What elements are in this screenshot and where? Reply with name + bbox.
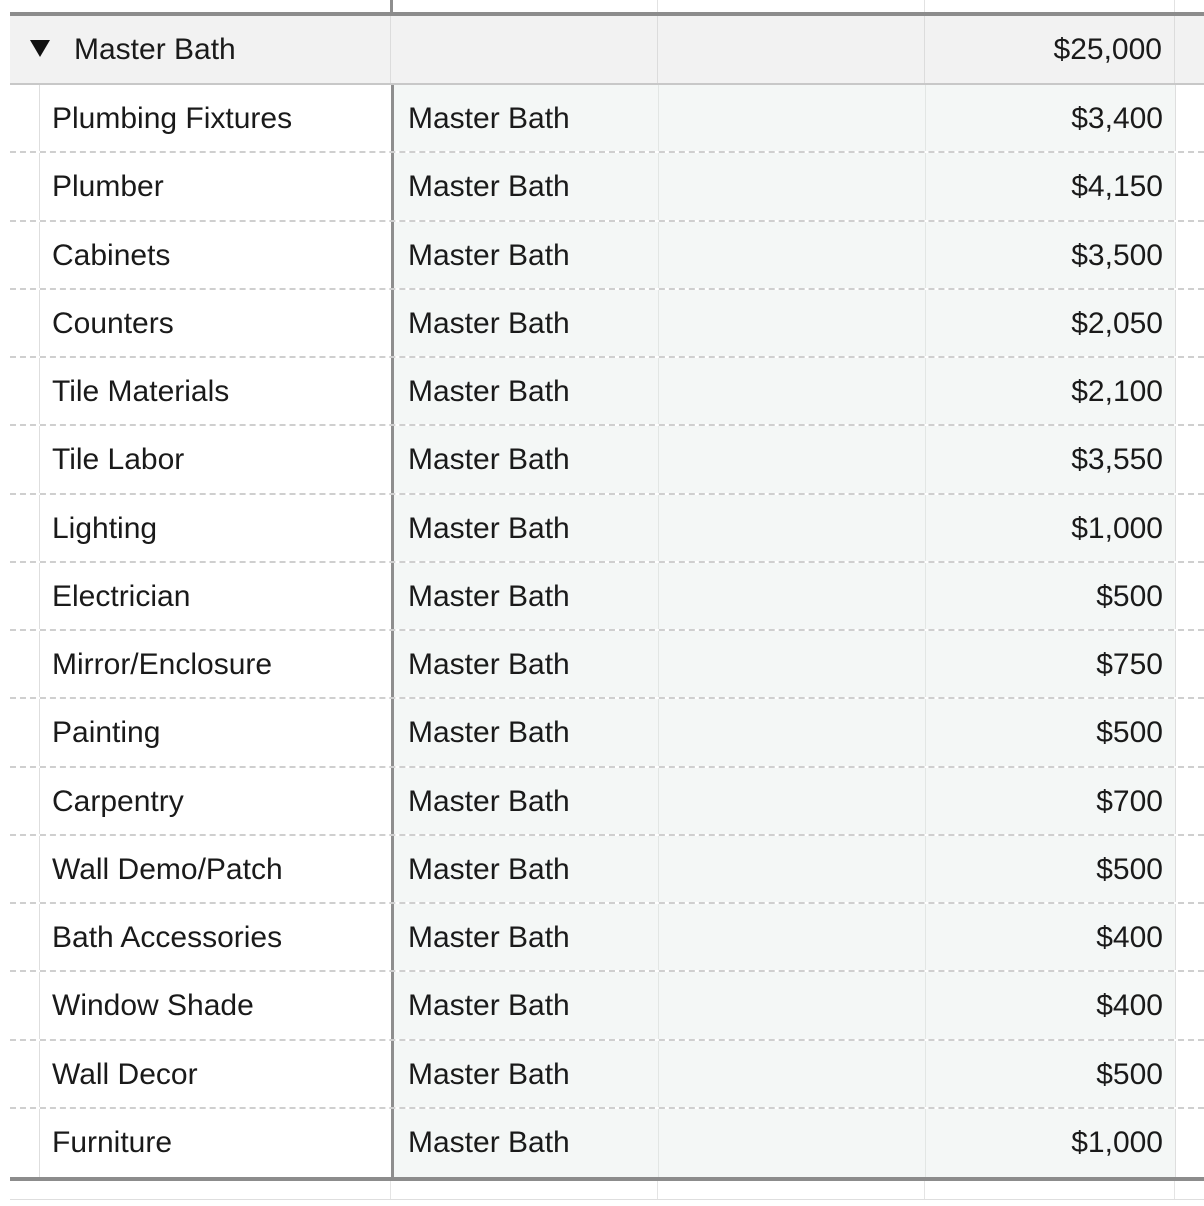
item-name-cell[interactable] (40, 1109, 391, 1177)
empty-cell[interactable] (658, 836, 925, 902)
area-cell[interactable] (391, 836, 658, 902)
empty-cell[interactable] (658, 495, 925, 561)
item-name-cell-text: Tile Materials (52, 375, 230, 408)
extra-cell[interactable] (1175, 563, 1204, 629)
cost-cell[interactable] (925, 426, 1175, 492)
previous-row-edge (10, 0, 1204, 16)
extra-cell[interactable] (1175, 1041, 1204, 1107)
cost-cell[interactable] (925, 904, 1175, 970)
cost-cell[interactable] (925, 836, 1175, 902)
cost-cell[interactable] (925, 972, 1175, 1038)
cost-cell[interactable] (925, 495, 1175, 561)
area-cell[interactable] (391, 768, 658, 834)
table-row[interactable] (10, 85, 1204, 153)
item-name-cell[interactable] (40, 426, 391, 492)
item-name-cell-text: Plumber (52, 170, 164, 204)
table-row[interactable] (10, 1041, 1204, 1109)
empty-cell[interactable] (658, 222, 925, 288)
item-name-cell-text: Tile Labor (52, 443, 185, 477)
cost-cell[interactable] (925, 358, 1175, 424)
cost-cell-text: $750 (1096, 648, 1163, 681)
item-name-cell-text: Cabinets (52, 238, 171, 272)
area-cell-text: Master Bath (408, 102, 570, 135)
row-indent-cell (10, 85, 40, 151)
cost-cell-text: $1,000 (1071, 1125, 1163, 1159)
empty-cell[interactable] (658, 153, 925, 219)
row-indent-cell (10, 563, 40, 629)
cost-cell-text: $3,550 (1071, 443, 1163, 477)
area-cell-text: Master Bath (408, 1125, 570, 1159)
area-cell-text: Master Bath (408, 443, 570, 477)
cost-cell[interactable] (925, 153, 1175, 219)
cost-cell[interactable] (925, 768, 1175, 834)
cost-cell-text: $500 (1096, 716, 1163, 750)
triangle-down-icon[interactable] (30, 40, 50, 57)
area-cell[interactable] (391, 290, 658, 356)
table-row[interactable] (10, 358, 1204, 426)
table-row[interactable] (10, 768, 1204, 836)
area-cell-text: Master Bath (408, 716, 570, 750)
cost-cell-text: $2,100 (1071, 375, 1163, 408)
area-cell[interactable] (391, 426, 658, 492)
row-indent-cell (10, 290, 40, 356)
table-row[interactable] (10, 1109, 1204, 1177)
table-row[interactable] (10, 836, 1204, 904)
item-name-cell[interactable] (40, 972, 391, 1038)
empty-cell[interactable] (658, 699, 925, 765)
area-cell-text: Master Bath (408, 852, 570, 886)
table-row[interactable] (10, 631, 1204, 699)
area-cell-text: Master Bath (408, 1057, 570, 1091)
empty-cell[interactable] (658, 1109, 925, 1177)
item-name-cell-text: Counters (52, 306, 174, 340)
cost-cell[interactable] (925, 1109, 1175, 1177)
cost-cell-text: $3,400 (1071, 102, 1163, 135)
empty-cell[interactable] (658, 563, 925, 629)
empty-cell[interactable] (658, 85, 925, 151)
empty-cell[interactable] (658, 972, 925, 1038)
extra-cell[interactable] (1175, 495, 1204, 561)
item-name-cell-text: Furniture (52, 1125, 173, 1159)
item-name-cell[interactable] (40, 768, 391, 834)
extra-cell[interactable] (1175, 153, 1204, 219)
row-indent-cell (10, 972, 40, 1038)
table-row[interactable] (10, 699, 1204, 767)
item-name-cell[interactable] (40, 1041, 391, 1107)
empty-cell[interactable] (658, 904, 925, 970)
footer-row-edge (10, 1181, 1204, 1206)
group-title: Master Bath (74, 33, 236, 66)
extra-cell[interactable] (1175, 768, 1204, 834)
item-name-cell[interactable] (40, 358, 391, 424)
item-name-cell[interactable] (40, 85, 391, 151)
area-cell-text: Master Bath (408, 648, 570, 681)
cost-cell[interactable] (925, 222, 1175, 288)
table-row[interactable] (10, 290, 1204, 358)
cost-cell-text: $400 (1096, 989, 1163, 1023)
item-name-cell-text: Electrician (52, 579, 191, 613)
extra-cell[interactable] (1175, 836, 1204, 902)
item-name-cell-text: Mirror/Enclosure (52, 648, 273, 681)
area-cell[interactable] (391, 563, 658, 629)
empty-cell[interactable] (658, 1041, 925, 1107)
cost-cell[interactable] (925, 290, 1175, 356)
table-row[interactable] (10, 153, 1204, 221)
area-cell-text: Master Bath (408, 238, 570, 272)
area-cell-text: Master Bath (408, 921, 570, 954)
extra-cell[interactable] (1175, 290, 1204, 356)
area-cell[interactable] (391, 153, 658, 219)
item-name-cell[interactable] (40, 222, 391, 288)
row-indent-cell (10, 631, 40, 697)
empty-cell[interactable] (658, 768, 925, 834)
column-divider (924, 16, 925, 83)
area-cell[interactable] (391, 904, 658, 970)
item-name-cell[interactable] (40, 631, 391, 697)
item-name-cell[interactable] (40, 904, 391, 970)
cost-cell[interactable] (925, 563, 1175, 629)
group-header-row[interactable] (10, 16, 1204, 85)
item-name-cell-text: Lighting (52, 511, 158, 545)
table-row[interactable] (10, 904, 1204, 972)
cost-cell[interactable] (925, 1041, 1175, 1107)
extra-cell[interactable] (1175, 972, 1204, 1038)
item-name-cell-text: Wall Decor (52, 1057, 198, 1091)
item-name-cell[interactable] (40, 153, 391, 219)
area-cell[interactable] (391, 1109, 658, 1177)
column-divider (657, 16, 658, 83)
cost-cell-text: $500 (1096, 579, 1163, 613)
row-indent-cell (10, 768, 40, 834)
item-name-cell[interactable] (40, 290, 391, 356)
row-indent-cell (10, 904, 40, 970)
table-row[interactable] (10, 563, 1204, 631)
empty-cell[interactable] (658, 631, 925, 697)
area-cell[interactable] (391, 1041, 658, 1107)
table-row[interactable] (10, 972, 1204, 1040)
cost-cell-text: $500 (1096, 852, 1163, 886)
cost-cell-text: $1,000 (1071, 511, 1163, 545)
extra-cell[interactable] (1175, 358, 1204, 424)
table-row[interactable] (10, 222, 1204, 290)
area-cell[interactable] (391, 495, 658, 561)
item-name-cell[interactable] (40, 836, 391, 902)
extra-cell[interactable] (1175, 85, 1204, 151)
cost-cell-text: $700 (1096, 784, 1163, 818)
area-cell-text: Master Bath (408, 306, 570, 340)
cost-cell[interactable] (925, 85, 1175, 151)
area-cell-text: Master Bath (408, 375, 570, 408)
area-cell[interactable] (391, 358, 658, 424)
row-indent-cell (10, 1041, 40, 1107)
area-cell-text: Master Bath (408, 989, 570, 1023)
empty-cell[interactable] (658, 426, 925, 492)
area-cell[interactable] (391, 699, 658, 765)
group-total: $25,000 (1053, 33, 1162, 66)
cost-cell-text: $2,050 (1071, 306, 1163, 340)
empty-cell[interactable] (658, 290, 925, 356)
row-indent-cell (10, 222, 40, 288)
area-cell[interactable] (391, 85, 658, 151)
area-cell[interactable] (391, 222, 658, 288)
table-row[interactable] (10, 495, 1204, 563)
extra-cell[interactable] (1175, 426, 1204, 492)
cost-cell-text: $4,150 (1071, 170, 1163, 204)
table-row[interactable] (10, 426, 1204, 494)
item-name-cell-text: Window Shade (52, 989, 254, 1023)
row-indent-cell (10, 836, 40, 902)
row-indent-cell (10, 426, 40, 492)
item-name-cell-text: Plumbing Fixtures (52, 102, 293, 135)
extra-cell[interactable] (1175, 1109, 1204, 1177)
empty-cell[interactable] (658, 358, 925, 424)
area-cell[interactable] (391, 972, 658, 1038)
item-name-cell-text: Painting (52, 716, 161, 750)
column-divider (1174, 16, 1175, 83)
area-cell-text: Master Bath (408, 511, 570, 545)
row-indent-cell (10, 1109, 40, 1177)
extra-cell[interactable] (1175, 222, 1204, 288)
area-cell-text: Master Bath (408, 579, 570, 613)
item-name-cell[interactable] (40, 495, 391, 561)
extra-cell[interactable] (1175, 631, 1204, 697)
cost-cell-text: $500 (1096, 1057, 1163, 1091)
table-body (10, 85, 1204, 1177)
item-name-cell-text: Carpentry (52, 784, 184, 818)
extra-cell[interactable] (1175, 904, 1204, 970)
item-name-cell-text: Bath Accessories (52, 921, 283, 954)
item-name-cell[interactable] (40, 563, 391, 629)
row-indent-cell (10, 699, 40, 765)
item-name-cell[interactable] (40, 699, 391, 765)
item-name-cell-text: Wall Demo/Patch (52, 852, 283, 886)
cost-cell-text: $400 (1096, 921, 1163, 954)
row-indent-cell (10, 153, 40, 219)
row-indent-cell (10, 495, 40, 561)
cost-cell[interactable] (925, 631, 1175, 697)
column-divider (390, 16, 391, 83)
cost-cell[interactable] (925, 699, 1175, 765)
area-cell[interactable] (391, 631, 658, 697)
extra-cell[interactable] (1175, 699, 1204, 765)
area-cell-text: Master Bath (408, 170, 570, 204)
row-indent-cell (10, 358, 40, 424)
cost-cell-text: $3,500 (1071, 238, 1163, 272)
area-cell-text: Master Bath (408, 784, 570, 818)
